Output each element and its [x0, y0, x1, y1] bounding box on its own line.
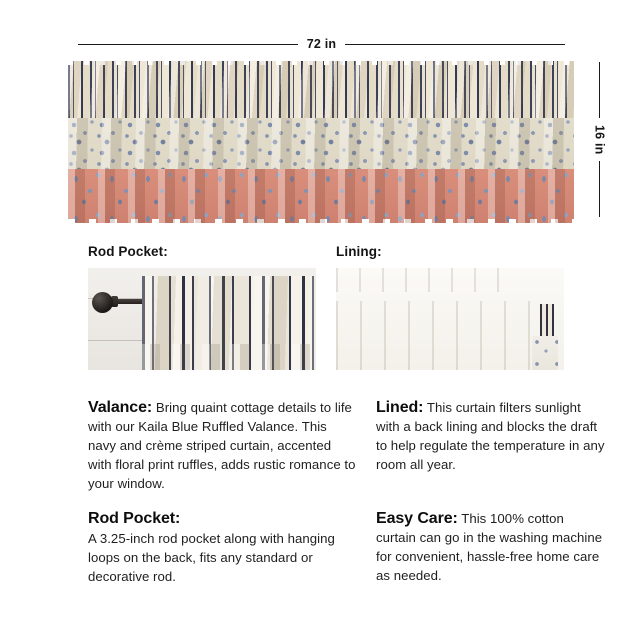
lined-body: This curtain filters sunlight with a back lining and blocks the draft to help regulate the temperature in any room all year. — [376, 400, 605, 472]
height-dimension-line-bottom — [599, 161, 600, 217]
lining-weave-lower — [336, 301, 537, 370]
rod-pocket-copy-block — [88, 509, 356, 586]
rod-pocket-detail-photo — [88, 268, 316, 370]
rod-pocket-headline: Rod Pocket: — [88, 510, 181, 527]
lining-edge-floral — [532, 336, 558, 370]
easy-care-body: This 100% cotton curtain can go in the washing machine for convenient, hassle-free home care as needed. — [376, 511, 603, 583]
floral-ruffle-closeup — [142, 344, 316, 370]
valance-copy-block — [88, 398, 356, 493]
height-dimension-line-top — [599, 62, 600, 118]
lined-copy-block — [376, 398, 606, 474]
height-dimension — [588, 62, 610, 217]
rod-finial-ball-icon — [92, 292, 113, 313]
valance-body: Bring quaint cottage details to life with our Kaila Blue Ruffled Valance. This navy and crème striped curtain, accented with floral print ruffles, adds rustic romance to your window. — [88, 400, 356, 491]
lining-detail-heading: Lining: — [336, 244, 382, 259]
rod-pocket-detail-heading: Rod Pocket: — [88, 244, 168, 259]
width-dimension-line-right — [345, 44, 565, 45]
lining-detail-photo — [336, 268, 564, 370]
width-dimension-line-left — [78, 44, 298, 45]
lined-headline: Lined: — [376, 399, 424, 416]
striped-band — [68, 61, 574, 119]
valance-headline: Valance: — [88, 399, 153, 416]
ruffle-hem-edge — [68, 219, 574, 223]
height-dimension-label: 16 in — [592, 124, 607, 155]
gathered-top-edge — [68, 61, 574, 65]
easy-care-copy-block — [376, 509, 606, 585]
product-hero-image — [68, 61, 574, 223]
lining-weave-upper — [336, 268, 500, 292]
width-dimension — [78, 34, 565, 54]
lining-edge-stripe — [540, 304, 554, 338]
blue-floral-band — [68, 118, 574, 170]
coral-ruffle-band — [68, 169, 574, 223]
width-dimension-label: 72 in — [306, 36, 337, 51]
rod-pocket-body: A 3.25-inch rod pocket along with hanging loops on the back, fits any standard or decorative rod. — [88, 531, 335, 584]
easy-care-headline: Easy Care: — [376, 510, 458, 527]
